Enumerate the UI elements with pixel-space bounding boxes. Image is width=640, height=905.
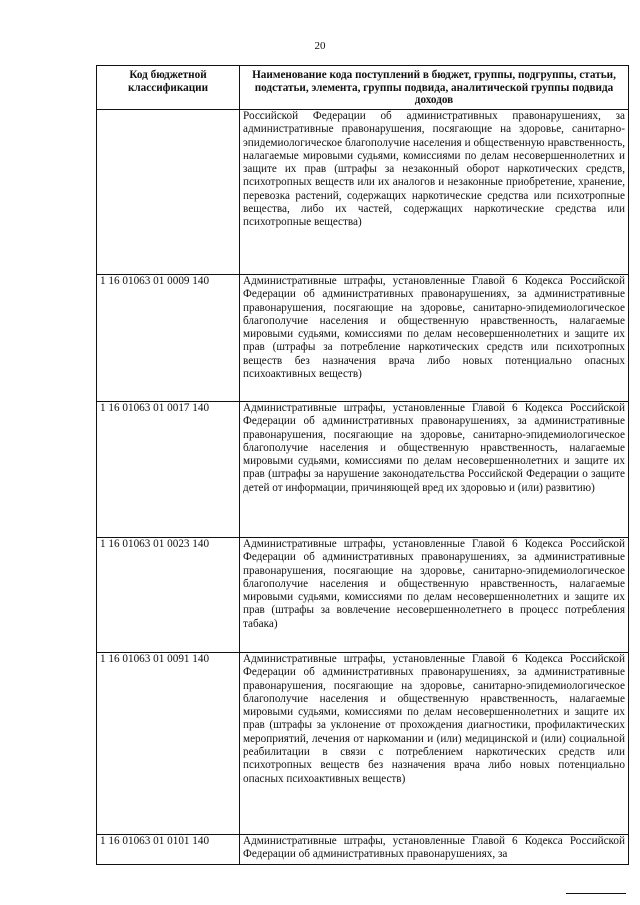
header-name: Наименование кода поступлений в бюджет, группы, подгруппы, статьи, подстатьи, элемента, группы подвида, аналитической группы подвида доходов (240, 66, 629, 110)
row-code: 1 16 01063 01 0009 140 (97, 275, 240, 402)
table-row (97, 275, 629, 402)
table-row (97, 538, 629, 653)
table-row (97, 402, 629, 538)
row-code: 1 16 01063 01 0017 140 (97, 402, 240, 538)
row-description: Административные штрафы, установленные Главой 6 Кодекса Российской Федерации об административных правонарушениях, за административные правонарушения, посягающие на здоровье, санитарно-эпидемиологическое благополучие населения и общественную нравственность, налагаемые мировыми судьями, комиссиями по делам несовершеннолетних и защите их прав (штрафы за уклонение от прохождения диагностики, профилактических мероприятий, лечения от наркомании и (или) медицинской и (или) социальной реабилитации в связи с потреблением наркотических средств или психотропных веществ без назначения врача либо новых потенциально опасных психоактивных веществ) (240, 653, 629, 835)
table-row (97, 110, 629, 275)
table-header-row (97, 66, 629, 110)
bottom-rule (566, 893, 626, 894)
table-row (97, 835, 629, 865)
header-code: Код бюджетной классификации (97, 66, 240, 110)
row-description: Административные штрафы, установленные Главой 6 Кодекса Российской Федерации об административных правонарушениях, за административные правонарушения, посягающие на здоровье, санитарно-эпидемиологическое благополучие населения и общественную нравственность, налагаемые мировыми судьями, комиссиями по делам несовершеннолетних и защите их прав (штрафы за нарушение законодательства Российской Федерации о защите детей от информации, причиняющей вред их здоровью и (или) развитию) (240, 402, 629, 538)
row-description: Административные штрафы, установленные Главой 6 Кодекса Российской Федерации об административных правонарушениях, за административные правонарушения, посягающие на здоровье, санитарно-эпидемиологическое благополучие населения и общественную нравственность, налагаемые мировыми судьями, комиссиями по делам несовершеннолетних и защите их прав (штрафы за потребление наркотических средств или психотропных веществ без назначения врача либо новых потенциально опасных психоактивных веществ) (240, 275, 629, 402)
row-description: Российской Федерации об административных правонарушениях, за административные правонарушения, посягающие на здоровье, санитарно-эпидемиологическое благополучие населения и общественную нравственность, налагаемые мировыми судьями, комиссиями по делам несовершеннолетних и защите их прав (штрафы за незаконный оборот наркотических средств, психотропных веществ или их аналогов и незаконные приобретение, хранение, перевозка растений, содержащих наркотические средства или психотропные вещества, либо их частей, содержащих наркотические средства или психотропные вещества) (240, 110, 629, 275)
page-number: 20 (314, 40, 326, 52)
row-code: 1 16 01063 01 0023 140 (97, 538, 240, 653)
row-description: Административные штрафы, установленные Главой 6 Кодекса Российской Федерации об административных правонарушениях, за административные правонарушения, посягающие на здоровье, санитарно-эпидемиологическое благополучие населения и общественную нравственность, налагаемые мировыми судьями, комиссиями по делам несовершеннолетних и защите их прав (штрафы за вовлечение несовершеннолетнего в процесс потребления табака) (240, 538, 629, 653)
row-code (97, 110, 240, 275)
row-code: 1 16 01063 01 0101 140 (97, 835, 240, 865)
row-description: Административные штрафы, установленные Главой 6 Кодекса Российской Федерации об административных правонарушениях, за (240, 835, 629, 865)
table-row (97, 653, 629, 835)
row-code: 1 16 01063 01 0091 140 (97, 653, 240, 835)
budget-classification-table (96, 65, 629, 865)
